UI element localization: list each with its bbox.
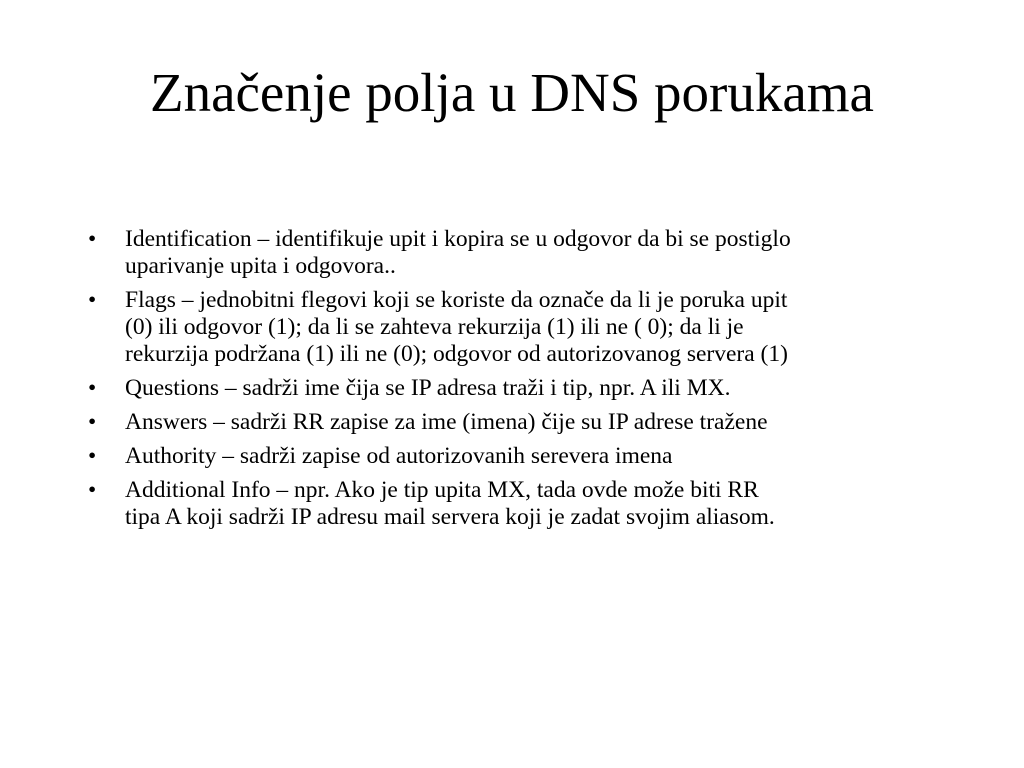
bullet-list: [88, 226, 948, 538]
bullet-item-questions: [88, 375, 948, 402]
bullet-text: Flags – jednobitni flegovi koji se koriste da označe da li je poruka upit (0) ili odgovor (1); da li se zahteva rekurzija (1) ili ne ( 0); da li je rekurzija podržana (1) ili ne (0); odgovor od autorizovanog servera (1): [125, 287, 788, 367]
bullet-icon: •: [88, 226, 97, 252]
bullet-item-answers: [88, 409, 948, 436]
bullet-text: Authority – sadrži zapise od autorizovanih serevera imena: [125, 443, 673, 469]
bullet-text: Answers – sadrži RR zapise za ime (imena) čije su IP adrese tražene: [125, 409, 768, 435]
bullet-icon: •: [88, 287, 97, 313]
bullet-icon: •: [88, 409, 97, 435]
bullet-icon: •: [88, 477, 97, 503]
bullet-icon: •: [88, 375, 97, 401]
slide-title: Značenje polja u DNS porukama: [150, 62, 874, 123]
bullet-item-authority: [88, 443, 948, 470]
bullet-text: Identification – identifikuje upit i kopira se u odgovor da bi se postiglo uparivanje upita i odgovora..: [125, 226, 791, 279]
bullet-item-flags: [88, 287, 948, 368]
bullet-text: Questions – sadrži ime čija se IP adresa traži i tip, npr. A ili MX.: [125, 375, 731, 401]
bullet-item-identification: [88, 226, 948, 280]
bullet-item-additional-info: [88, 477, 948, 531]
bullet-text: Additional Info – npr. Ako je tip upita MX, tada ovde može biti RR tipa A koji sadrži IP adresu mail servera koji je zadat svojim aliasom.: [125, 477, 775, 530]
bullet-icon: •: [88, 443, 97, 469]
